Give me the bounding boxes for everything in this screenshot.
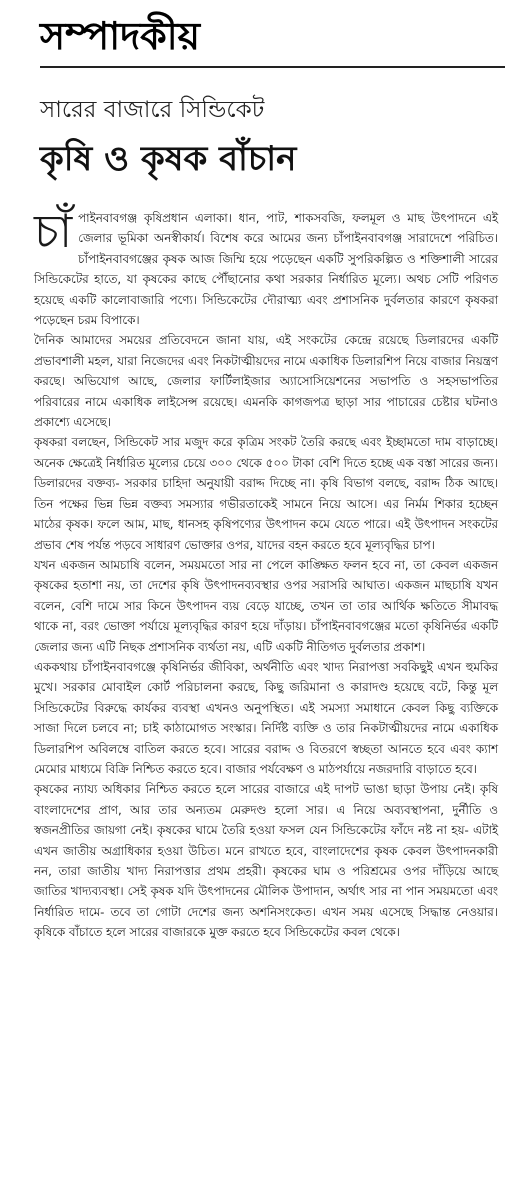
masthead-rule [40, 66, 505, 68]
paragraph: কৃষকরা বলছেন, সিন্ডিকেট সার মজুদ করে কৃত্রিম সংকট তৈরি করছে এবং ইচ্ছামতো দাম বাড়াচ্ছে। অনেক ক্ষেত্রেই নির্ধারিত মূল্যের চেয়ে ৩০০ থেকে ৫০০ টাকা বেশি দিতে হচ্ছে এক বস্তা সারের জন্য। ডিলারদের বক্তব্য- সরকার চাহিদা অনুযায়ী বরাদ্দ দিচ্ছে না। কৃষি বিভাগ বলছে, বরাদ্দ ঠিক আছে। তিন পক্ষের ভিন্ন ভিন্ন বক্তব্য সমস্যার গভীরতাকেই সামনে নিয়ে আসে। এর নির্মম শিকার হচ্ছেন মাঠের কৃষক। ফলে আম, মাছ, ধানসহ কৃষিপণ্যের উৎপাদন কমে যেতে পারে। এই উৎপাদন সংকটের প্রভাব শেষ পর্যন্ত পড়বে সাধারণ ভোক্তার ওপর, যাদের বহন করতে হবে মূল্যবৃদ্ধির চাপ। [34, 435, 498, 552]
paragraph: কৃষকের ন্যায্য অধিকার নিশ্চিত করতে হলে সারের বাজারে এই দাপট ভাঙা ছাড়া উপায় নেই। কৃষি বাংলাদেশের প্রাণ, আর তার অন্যতম মেরুদণ্ড হলো সার। এ নিয়ে অব্যবস্থাপনা, দুর্নীতি ও স্বজনপ্রীতির জায়গা নেই। কৃষকের ঘামে তৈরি হওয়া ফসল যেন সিন্ডিকেটের ফাঁদে নষ্ট না হয়- এটাই এখন জাতীয় অগ্রাধিকার হওয়া উচিত। মনে রাখতে হবে, বাংলাদেশের কৃষক কেবল উৎপাদনকারী নন, তারা জাতীয় খাদ্য নিরাপত্তার প্রথম প্রহরী। কৃষকের ঘাম ও পরিশ্রমের ওপর দাঁড়িয়ে আছে জাতির খাদ্যব্যবস্থা। সেই কৃষক যদি উৎপাদনের মৌলিক উপাদান, অর্থাৎ সার না পান সময়মতো এবং নির্ধারিত দামে- তবে তা গোটা দেশের জন্য অশনিসংকেত। এখন সময় এসেছে সিদ্ধান্ত নেওয়ার। কৃষিকে বাঁচাতে হলে সারের বাজারকে মুক্ত করতে হবে সিন্ডিকেটের কবল থেকে। [34, 782, 498, 940]
paragraph: দৈনিক আমাদের সময়ের প্রতিবেদনে জানা যায়, এই সংকটের কেন্দ্রে রয়েছে ডিলারদের একটি প্রভাবশালী মহল, যারা নিজেদের এবং নিকটাত্মীয়দের নামে একাধিক ডিলারশিপ নিয়ে বাজার নিয়ন্ত্রণ করছে। অভিযোগ আছে, জেলার ফার্টিলাইজার অ্যাসোসিয়েশনের সভাপতি ও সহসভাপতির পরিবারের নামে একাধিক লাইসেন্স রয়েছে। এমনকি কাগজপত্র ছাড়া সার পাচারের চেষ্টার ঘটনাও প্রকাশ্যে এসেছে। [34, 333, 498, 430]
drop-cap: চাঁ [34, 204, 73, 258]
article-headline: কৃষি ও কৃষক বাঁচান [40, 139, 297, 179]
paragraph: এককথায় চাঁপাইনবাবগঞ্জে কৃষিনির্ভর জীবিকা, অর্থনীতি এবং খাদ্য নিরাপত্তা সবকিছুই এখন হুমকির মুখে। সরকার মোবাইল কোর্ট পরিচালনা করছে, কিছু জরিমানা ও কারাদণ্ড হয়েছে বটে, কিন্তু মূল সিন্ডিকেটের বিরুদ্ধে কার্যকর ব্যবস্থা এখনও অনুপস্থিত। এই সমস্যা সমাধানে কেবল কিছু ব্যক্তিকে সাজা দিলে চলবে না; চাই কাঠামোগত সংস্কার। নির্দিষ্ট ব্যক্তি ও তার নিকটাত্মীয়দের নামে একাধিক ডিলারশিপ অবিলম্বে বাতিল করতে হবে। সারের বরাদ্দ ও বিতরণে স্বচ্ছতা আনতে হবে এবং ক্যাশ মেমোর মাধ্যমে বিক্রি নিশ্চিত করতে হবে। বাজার পর্যবেক্ষণ ও মাঠপর্যায়ে নজরদারি বাড়াতে হবে। [34, 659, 498, 776]
paragraph: যখন একজন আমচাষি বলেন, সময়মতো সার না পেলে কাঙ্ক্ষিত ফলন হবে না, তা কেবল একজন কৃষকের হতাশা নয়, তা দেশের কৃষি উৎপাদনব্যবস্থার ওপর সরাসরি আঘাত। একজন মাছচাষি যখন বলেন, বেশি দামে সার কিনে উৎপাদন ব্যয় বেড়ে যাচ্ছে, তখন তা তার আর্থিক ক্ষতিতে সীমাবদ্ধ থাকে না, বরং ভোক্তা পর্যায়ে মূল্যবৃদ্ধির কারণ হয়ে দাঁড়ায়। চাঁপাইনবাবগঞ্জের মতো কৃষিনির্ভর একটি জেলার জন্য এটি নিছক প্রশাসনিক ব্যর্থতা নয়, এটি একটি নীতিগত দুর্বলতার প্রকাশ। [34, 557, 498, 654]
paragraph-text: পাইনবাবগঞ্জ কৃষিপ্রধান এলাকা। ধান, পাট, শাকসবজি, ফলমূল ও মাছ উৎপাদনে এই জেলার ভূমিকা অনস্বীকার্য। বিশেষ করে আমের জন্য চাঁপাইনবাবগঞ্জ সারাদেশে পরিচিত। চাঁপাইনবাবগঞ্জের কৃষক আজ জিম্মি হয়ে পড়েছেন একটি সুপরিকল্পিত ও শক্তিশালী সারের সিন্ডিকেটের হাতে, যা কৃষকের কাছে পৌঁছানোর কথা সরকার নির্ধারিত মূল্যে। অথচ সেটি পরিণত হয়েছে একটি কালোবাজারি পণ্যে। সিন্ডিকেটের দৌরাত্ম্য এবং প্রশাসনিক দুর্বলতার কারণে কৃষকরা পড়েছেন চরম বিপাকে। [34, 211, 498, 328]
article-body [34, 204, 498, 943]
article-kicker: সারের বাজারে সিন্ডিকেট [40, 97, 265, 123]
masthead-title: সম্পাদকীয় [40, 13, 200, 58]
paragraph [34, 204, 498, 330]
